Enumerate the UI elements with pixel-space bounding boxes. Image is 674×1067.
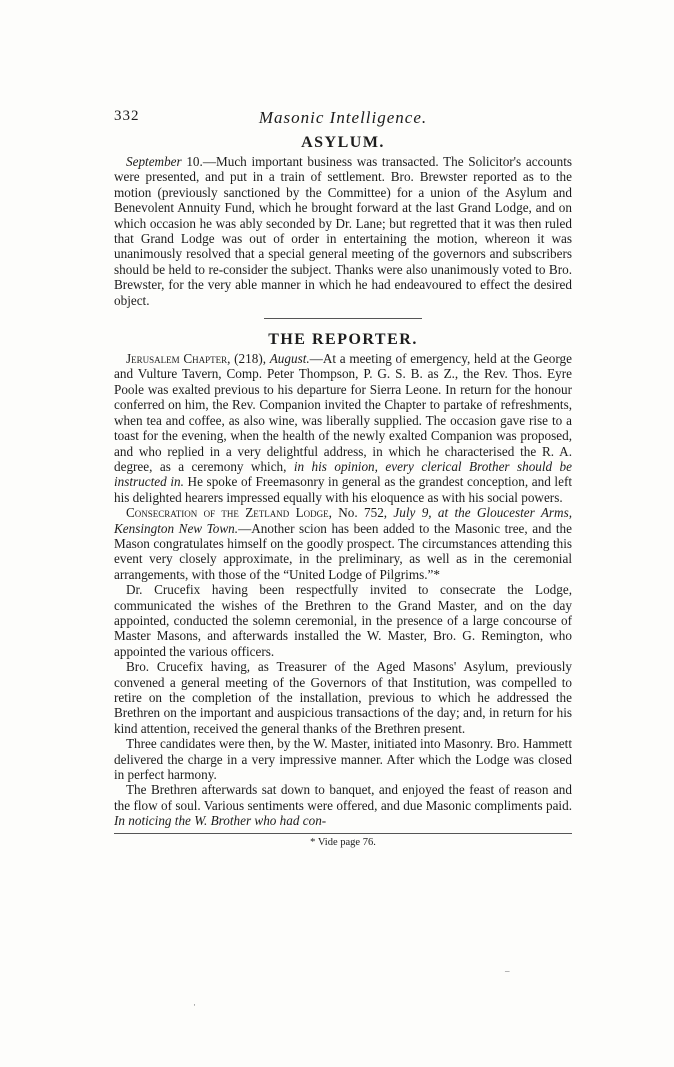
lodge-date-place: July 9, at the Gloucester Arms, Kensington New Town. [114, 505, 572, 536]
crucefix-consecration-paragraph: Dr. Crucefix having been respectfully invited to consecrate the Lodge, communicated the wishes of the Brethren to the Grand Master, and on the day appointed, conducted the solemn ceremonial, in the presence of a large concourse of Master Masons, and afterwards installed the W. Master, Bro. G. Remington, who appointed the various officers. [114, 582, 572, 659]
lodge-name: Consecration of the Zetland Lodge, [126, 505, 332, 521]
zetland-lodge-paragraph [114, 505, 572, 582]
banquet-italic-text: In noticing the W. Brother who had con- [114, 813, 327, 829]
lodge-number: No. 752, [331, 505, 394, 521]
stray-dash: – [505, 966, 510, 976]
stray-mark: · [193, 1000, 196, 1010]
crucefix-treasurer-paragraph: Bro. Crucefix having, as Treasurer of the Aged Masons' Asylum, previously convened a general meeting of the Governors of that Institution, was compelled to retire on the completion of the installation, previous to which he addressed the Brethren on the important and auspicious transactions of the day; and, in return for his kind attention, received the general thanks of the Brethren present. [114, 659, 572, 736]
chapter-italic-text: in his opinion, every clerical Brother should be instructed in. [114, 458, 572, 490]
section-heading-reporter: THE REPORTER. [268, 331, 418, 349]
section-divider [264, 318, 422, 319]
asylum-text: 10.—Much important business was transacted. The Solicitor's accounts were presented, and put in a train of settlement. Bro. Brewster reported as to the motion (previously sanctioned by the Committee) for a union of the Asylum and Benevolent Annuity Fund, which he brought forward at the last Grand Lodge, and on which occasion he was ably seconded by Dr. Lane; but regretted that it was then ruled that Grand Lodge was out of order in entertaining the motion, whereon it was unanimously resolved that a special general meeting of the governors and subscribers should be held to re-consider the subject. Thanks were also unanimously voted to Bro. Brewster, for the very able manner in which he had endeavoured to effect the desired object. [114, 154, 572, 308]
chapter-number: (218), [230, 351, 270, 367]
asylum-paragraph [114, 154, 572, 308]
footnote-rule [114, 833, 572, 834]
chapter-name: Jerusalem Chapter, [126, 351, 231, 367]
page-header [114, 108, 572, 132]
chapter-text: —At a meeting of emergency, held at the George and Vulture Tavern, Comp. Peter Thompson, P. G. S. B. as Z., the Rev. Thos. Eyre Poole was exalted previous to his departure for Sierra Leone. In return for the honour conferred on him, the Rev. Companion invited the Chapter to partake of refreshments, when tea and coffee, as also wine, was liberally supplied. The occasion gave rise to a toast for the evening, when the health of the newly exalted Companion was proposed, and who replied in a very delightful address, in which he characterised the R. A. degree, as a ceremony which, [114, 351, 572, 474]
asylum-date: September [126, 154, 182, 169]
section-heading-asylum: ASYLUM. [301, 134, 385, 151]
footnote: * Vide page 76. [310, 836, 376, 848]
banquet-text: The Brethren afterwards sat down to banquet, and enjoyed the feast of reason and the flow of soul. Various sentiments were offered, and due Masonic compliments paid. [114, 782, 572, 813]
page [114, 108, 572, 848]
page-number: 332 [114, 108, 140, 124]
lodge-text: —Another scion has been added to the Masonic tree, and the Mason congratulates himself on the goodly prospect. The circumstances attending this event very closely approximate, in the preliminary, as well as in the ceremonial arrangements, with those of the “United Lodge of Pilgrims.”* [114, 520, 572, 582]
jerusalem-chapter-paragraph [114, 351, 572, 505]
chapter-date: August. [269, 351, 310, 367]
banquet-paragraph [114, 782, 572, 828]
running-title: Masonic Intelligence. [258, 108, 428, 127]
candidates-paragraph: Three candidates were then, by the W. Master, initiated into Masonry. Bro. Hammett delivered the charge in a very impressive manner. After which the Lodge was closed in perfect harmony. [114, 736, 572, 783]
chapter-text-end: He spoke of Freemasonry in general as the grandest conception, and left his delighted hearers impressed equally with his eloquence as with his social powers. [114, 474, 572, 505]
